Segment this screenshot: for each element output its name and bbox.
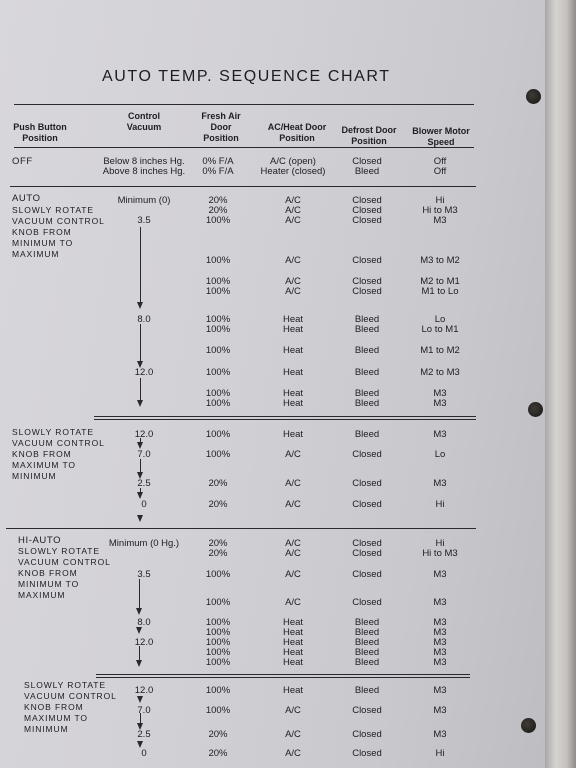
cell-def: Closed (352, 449, 382, 460)
cell-ac: A/C (285, 748, 301, 759)
cell-blow: Hi (435, 195, 445, 206)
cell-fresh: 100% (205, 345, 231, 356)
rule-hi-auto-a (96, 674, 470, 675)
page-edge (545, 0, 576, 768)
cell-def: Bleed (354, 388, 380, 399)
cell-fresh: 100% (205, 367, 231, 378)
cell-fresh: 100% (205, 314, 231, 325)
cell-fresh: 20% (208, 538, 228, 549)
cell-def: Closed (352, 729, 382, 740)
cell-blow: Off (433, 166, 447, 177)
cell-ac: A/C (285, 569, 301, 580)
cell-blow: Hi to M3 (422, 548, 458, 559)
cell-blow: M3 to M2 (420, 255, 460, 266)
cell-fresh: 100% (205, 685, 231, 696)
cell-def: Bleed (354, 429, 380, 440)
arrow-down-icon (136, 608, 142, 615)
cell-ac: A/C (285, 255, 301, 266)
cell-fresh: 100% (205, 286, 231, 297)
cell-def: Bleed (354, 657, 380, 668)
cell-fresh: 100% (205, 398, 231, 409)
cell-blow: Lo to M1 (421, 324, 459, 335)
cell-ac: Heat (282, 367, 304, 378)
cell-def: Bleed (354, 324, 380, 335)
cell-vac: 7.0 (137, 449, 151, 460)
cell-ac: Heater (closed) (260, 166, 326, 177)
cell-fresh: 100% (205, 324, 231, 335)
cell-def: Closed (352, 156, 382, 167)
cell-blow: M3 (433, 647, 447, 658)
cell-def: Closed (352, 569, 382, 580)
cell-fresh: 100% (205, 627, 231, 638)
cell-vac: Above 8 inches Hg. (102, 166, 186, 177)
cell-ac: Heat (282, 657, 304, 668)
cell-blow: M3 (433, 478, 447, 489)
cell-fresh: 100% (205, 215, 231, 226)
label-hi-auto: HI-AUTO (18, 535, 62, 546)
label-hi-auto-instruction: SLOWLY ROTATE VACUUM CONTROL KNOB FROM MINIMUM TO MAXIMUM (18, 546, 111, 600)
cell-def: Bleed (354, 647, 380, 658)
cell-def: Bleed (354, 617, 380, 628)
arrow-line (140, 324, 141, 362)
cell-ac: A/C (285, 597, 301, 608)
cell-blow: M3 (433, 685, 447, 696)
cell-ac: Heat (282, 685, 304, 696)
cell-blow: M1 to M2 (420, 345, 460, 356)
cell-def: Closed (352, 705, 382, 716)
cell-blow: M3 (433, 597, 447, 608)
cell-ac: Heat (282, 388, 304, 399)
cell-def: Bleed (354, 637, 380, 648)
arrow-down-icon (137, 492, 143, 499)
header-fresh-air: Fresh Air Door Position (201, 111, 241, 143)
cell-blow: Hi (435, 538, 445, 549)
binder-hole (521, 718, 536, 733)
cell-ac: A/C (open) (270, 156, 316, 167)
cell-fresh: 100% (205, 597, 231, 608)
cell-ac: Heat (282, 314, 304, 325)
cell-blow: M1 to Lo (421, 286, 459, 297)
cell-fresh: 100% (205, 705, 231, 716)
cell-ac: Heat (282, 627, 304, 638)
cell-fresh: 20% (208, 729, 228, 740)
arrow-down-icon (137, 302, 143, 309)
arrow-down-icon (137, 741, 143, 748)
cell-blow: M3 (433, 569, 447, 580)
cell-def: Closed (352, 748, 382, 759)
page-title: AUTO TEMP. SEQUENCE CHART (102, 68, 391, 85)
cell-fresh: 100% (205, 449, 231, 460)
rule-decrease (6, 528, 476, 529)
cell-vac: 3.5 (137, 215, 151, 226)
binder-hole (528, 402, 543, 417)
cell-def: Closed (352, 286, 382, 297)
cell-blow: Hi (435, 499, 445, 510)
cell-fresh: 100% (205, 569, 231, 580)
label-auto: AUTO (12, 193, 41, 204)
cell-def: Bleed (354, 685, 380, 696)
cell-fresh: 20% (208, 499, 228, 510)
cell-fresh: 100% (205, 255, 231, 266)
arrow-down-icon (136, 627, 142, 634)
rule-hi-auto-b (96, 677, 470, 678)
cell-blow: M3 (433, 388, 447, 399)
cell-fresh: 100% (205, 617, 231, 628)
label-off: OFF (12, 156, 33, 167)
cell-ac: A/C (285, 538, 301, 549)
cell-ac: A/C (285, 548, 301, 559)
cell-fresh: 100% (205, 657, 231, 668)
cell-vac: 3.5 (137, 569, 151, 580)
cell-ac: A/C (285, 286, 301, 297)
cell-vac: 2.5 (137, 729, 151, 740)
cell-blow: M3 (433, 729, 447, 740)
arrow-line (140, 459, 141, 472)
header-blower: Blower Motor Speed (412, 126, 470, 147)
cell-def: Closed (352, 195, 382, 206)
cell-blow: M3 (433, 215, 447, 226)
label-decrease-instruction: SLOWLY ROTATE VACUUM CONTROL KNOB FROM MAXIMUM TO MINIMUM (12, 427, 105, 481)
arrow-line (139, 579, 140, 608)
header-control-vacuum: Control Vacuum (126, 111, 162, 132)
cell-blow: M3 (433, 617, 447, 628)
cell-fresh: 20% (208, 478, 228, 489)
cell-fresh: 100% (205, 388, 231, 399)
cell-ac: A/C (285, 276, 301, 287)
arrow-line (140, 378, 141, 400)
label-hi-auto-decrease-instruction: SLOWLY ROTATE VACUUM CONTROL KNOB FROM MAXIMUM TO MINIMUM (24, 680, 117, 734)
cell-vac: 0 (141, 499, 147, 510)
cell-ac: Heat (282, 345, 304, 356)
arrow-line (140, 227, 141, 303)
cell-blow: Hi (435, 748, 445, 759)
rule-auto-a (94, 416, 476, 417)
header-ac-heat: AC/Heat Door Position (267, 122, 327, 143)
cell-ac: A/C (285, 729, 301, 740)
cell-vac: 8.0 (137, 617, 151, 628)
cell-def: Closed (352, 205, 382, 216)
cell-ac: A/C (285, 449, 301, 460)
cell-fresh: 20% (208, 205, 228, 216)
cell-vac: Minimum (0) (117, 195, 171, 206)
cell-fresh: 20% (208, 748, 228, 759)
cell-def: Closed (352, 478, 382, 489)
cell-vac: 12.0 (134, 685, 154, 696)
cell-blow: M3 (433, 429, 447, 440)
cell-fresh: 100% (205, 276, 231, 287)
cell-def: Closed (352, 597, 382, 608)
cell-fresh: 100% (205, 429, 231, 440)
cell-ac: Heat (282, 647, 304, 658)
cell-blow: Lo (434, 449, 446, 460)
rule-off (10, 186, 476, 187)
cell-blow: M2 to M1 (420, 276, 460, 287)
cell-ac: A/C (285, 215, 301, 226)
cell-fresh: 20% (208, 548, 228, 559)
cell-vac: 7.0 (137, 705, 151, 716)
cell-ac: Heat (282, 637, 304, 648)
label-auto-instruction: SLOWLY ROTATE VACUUM CONTROL KNOB FROM MINIMUM TO MAXIMUM (12, 205, 105, 259)
cell-blow: M3 (433, 398, 447, 409)
cell-ac: Heat (282, 324, 304, 335)
cell-vac: 0 (141, 748, 147, 759)
arrow-down-icon (137, 515, 143, 522)
header-push-button: Push Button Position (13, 122, 67, 143)
cell-vac: 12.0 (134, 429, 154, 440)
cell-def: Closed (352, 548, 382, 559)
cell-def: Bleed (354, 345, 380, 356)
cell-def: Closed (352, 215, 382, 226)
cell-vac: Below 8 inches Hg. (103, 156, 185, 167)
rule-header (14, 147, 474, 148)
cell-vac: Minimum (0 Hg.) (108, 538, 180, 549)
cell-ac: Heat (282, 398, 304, 409)
cell-def: Bleed (354, 627, 380, 638)
rule-auto-b (94, 419, 476, 420)
cell-def: Bleed (354, 166, 380, 177)
cell-def: Bleed (354, 367, 380, 378)
cell-def: Closed (352, 255, 382, 266)
cell-fresh: 0% F/A (202, 166, 234, 177)
cell-blow: Hi to M3 (422, 205, 458, 216)
arrow-down-icon (137, 442, 143, 449)
cell-def: Bleed (354, 398, 380, 409)
cell-vac: 2.5 (137, 478, 151, 489)
binder-hole (526, 89, 541, 104)
cell-def: Closed (352, 499, 382, 510)
arrow-down-icon (137, 400, 143, 407)
cell-blow: Off (433, 156, 447, 167)
cell-blow: M2 to M3 (420, 367, 460, 378)
cell-blow: Lo (434, 314, 446, 325)
cell-def: Closed (352, 538, 382, 549)
arrow-down-icon (136, 660, 142, 667)
cell-fresh: 100% (205, 647, 231, 658)
cell-ac: A/C (285, 478, 301, 489)
cell-ac: A/C (285, 195, 301, 206)
cell-blow: M3 (433, 657, 447, 668)
arrow-line (139, 646, 140, 660)
cell-ac: A/C (285, 205, 301, 216)
cell-vac: 12.0 (134, 637, 154, 648)
cell-fresh: 0% F/A (202, 156, 234, 167)
cell-ac: A/C (285, 499, 301, 510)
cell-vac: 12.0 (134, 367, 154, 378)
cell-blow: M3 (433, 627, 447, 638)
rule-top (14, 104, 474, 105)
header-defrost: Defrost Door Position (341, 125, 397, 146)
cell-ac: Heat (282, 617, 304, 628)
cell-ac: A/C (285, 705, 301, 716)
cell-ac: Heat (282, 429, 304, 440)
cell-def: Closed (352, 276, 382, 287)
cell-fresh: 100% (205, 637, 231, 648)
cell-blow: M3 (433, 637, 447, 648)
cell-fresh: 20% (208, 195, 228, 206)
cell-def: Bleed (354, 314, 380, 325)
cell-blow: M3 (433, 705, 447, 716)
arrow-down-icon (137, 696, 143, 703)
cell-vac: 8.0 (137, 314, 151, 325)
